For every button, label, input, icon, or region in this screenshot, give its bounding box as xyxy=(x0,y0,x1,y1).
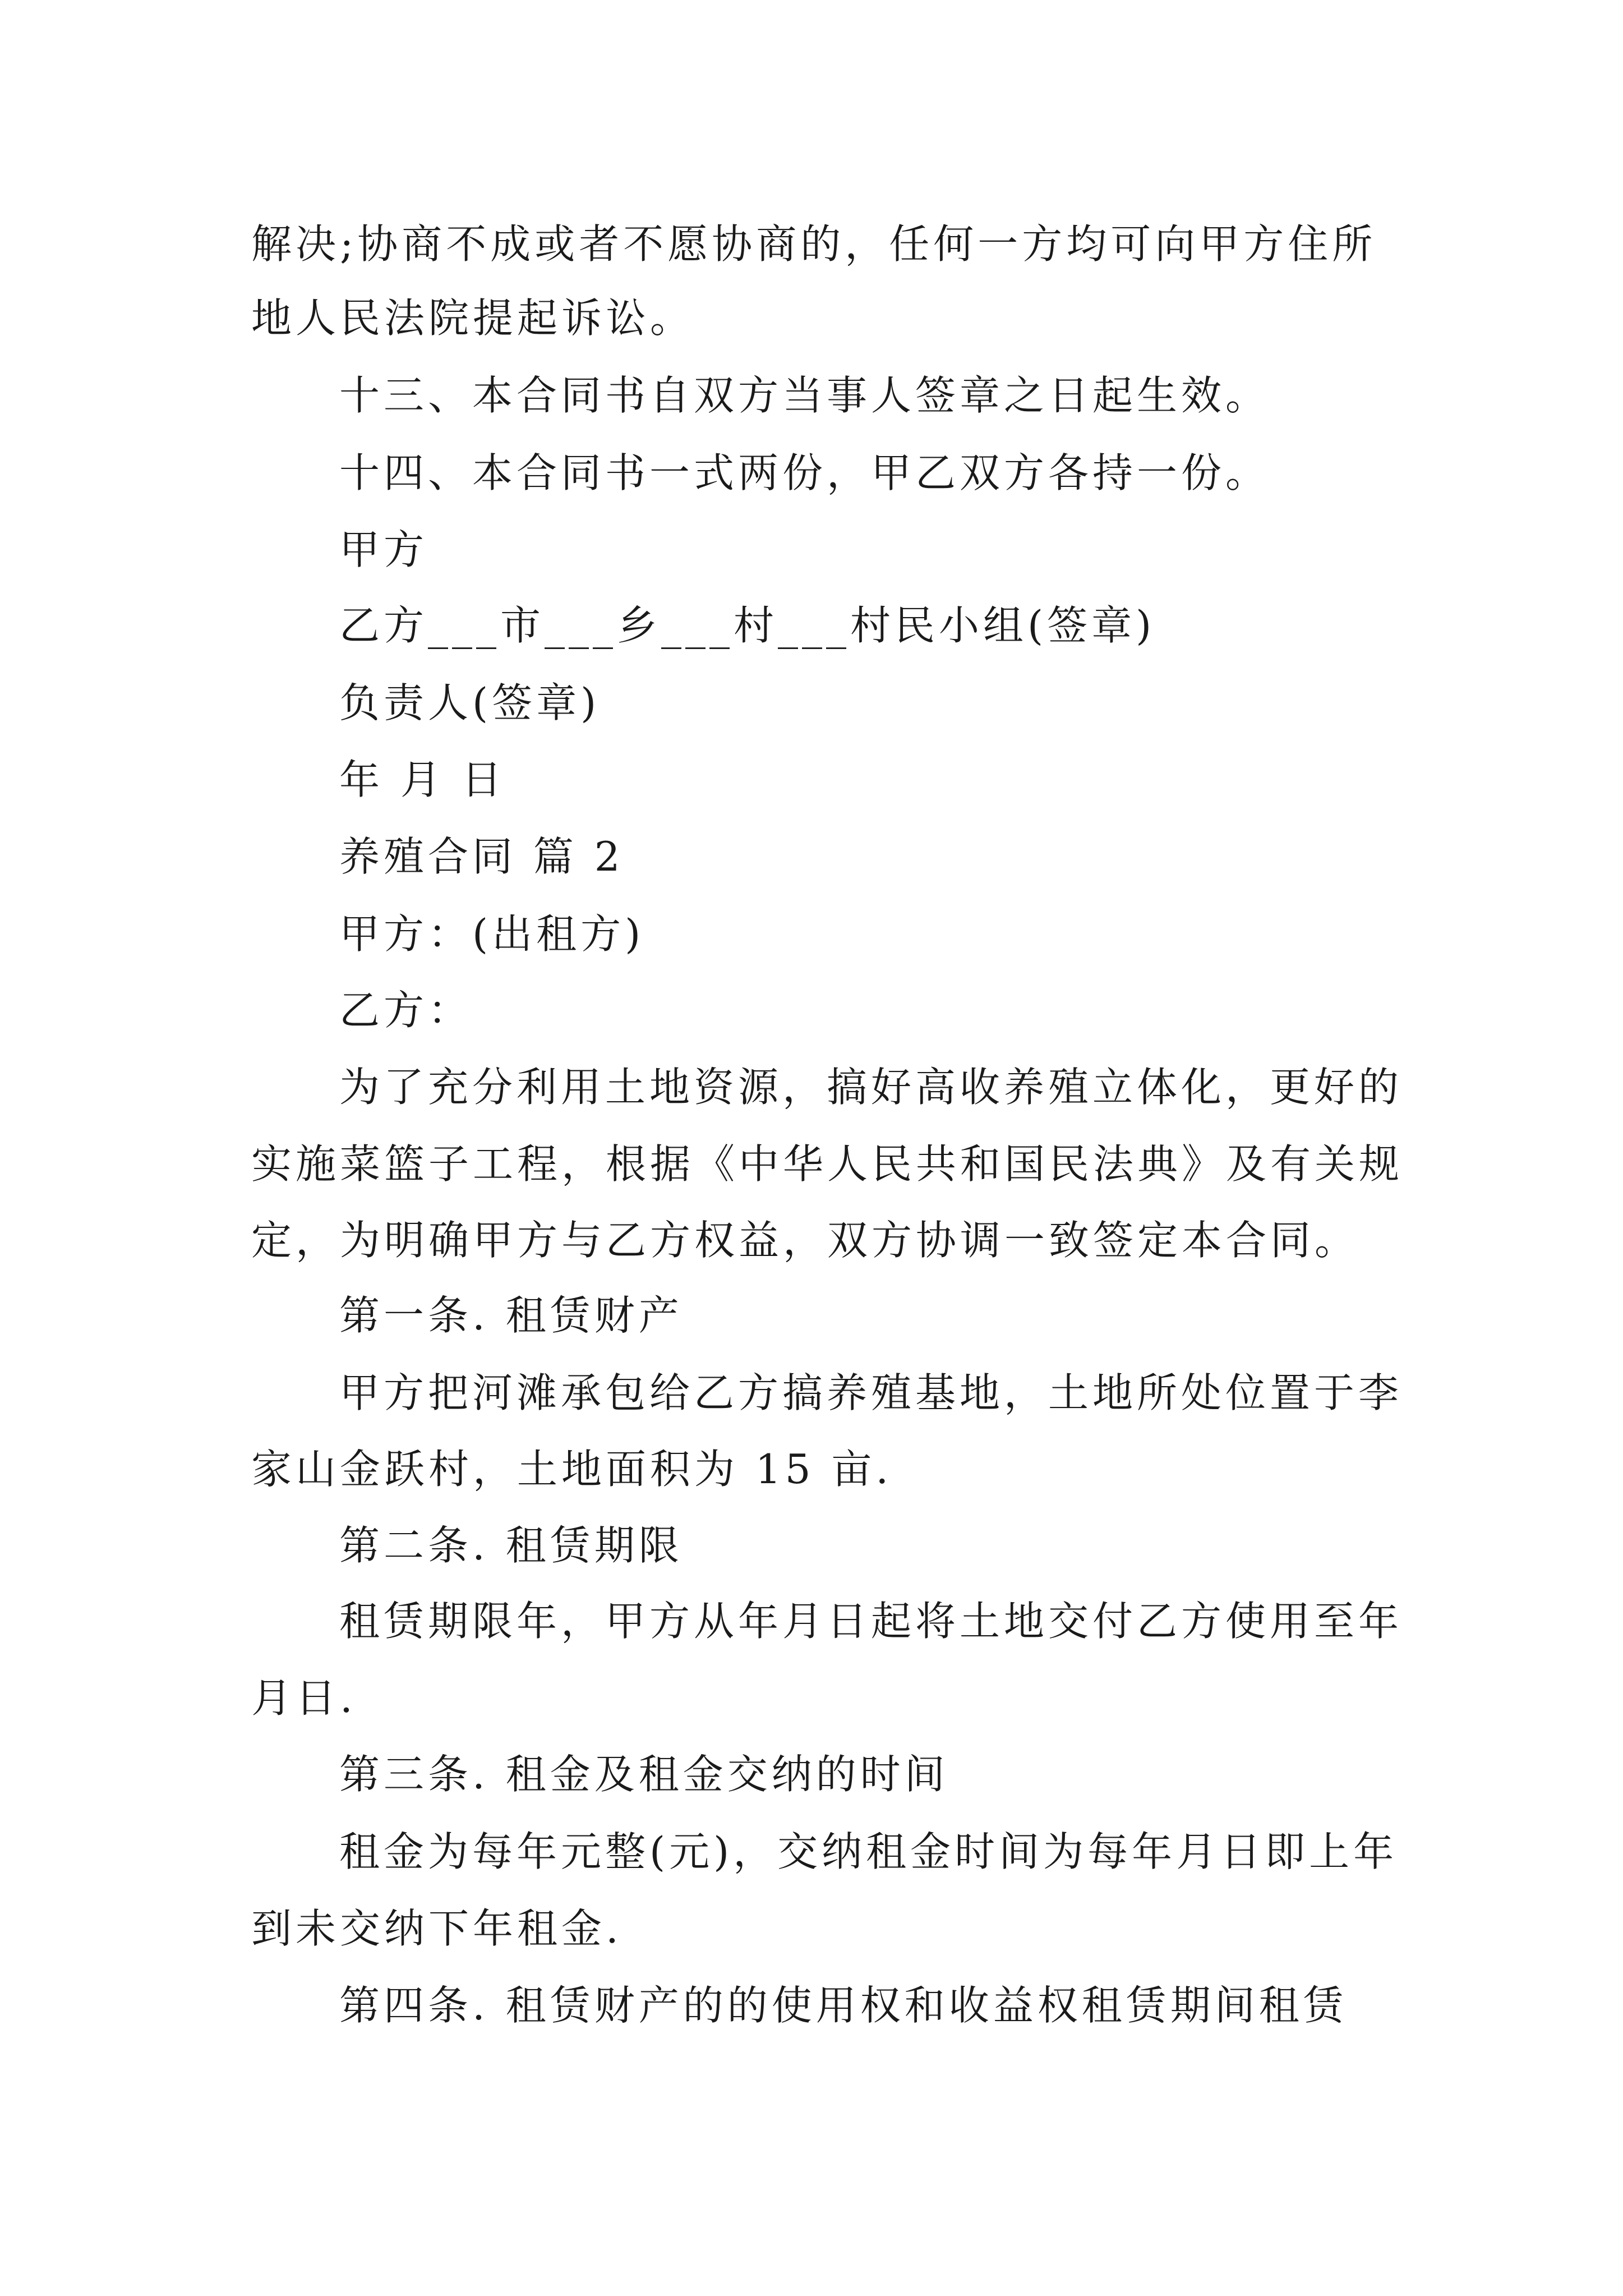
article-2-heading: 第二条. 租赁期限 xyxy=(339,1522,683,1569)
party-a-signature: 甲方 xyxy=(339,526,428,573)
paragraph-line: 租赁期限年，甲方从年月日起将土地交付乙方使用至年 xyxy=(339,1598,1403,1645)
responsible-person-signature: 负责人(签章) xyxy=(339,679,601,726)
paragraph-line: 月日. xyxy=(251,1674,357,1722)
section-heading: 养殖合同 篇 2 xyxy=(339,833,624,880)
party-b-line: 乙方： xyxy=(339,987,473,1034)
paragraph-line: 实施菜篮子工程，根据《中华人民共和国民法典》及有关规 xyxy=(251,1140,1404,1188)
paragraph-line: 定，为明确甲方与乙方权益，双方协调一致签定本合同。 xyxy=(251,1217,1359,1264)
clause-14: 十四、本合同书一式两份，甲乙双方各持一份。 xyxy=(339,449,1270,496)
party-a-line: 甲方：(出租方) xyxy=(339,910,645,958)
clause-13: 十三、本合同书自双方当事人签章之日起生效。 xyxy=(339,372,1270,419)
date-line: 年 月 日 xyxy=(339,756,506,803)
article-4-heading: 第四条. 租赁财产的的使用权和收益权租赁期间租赁 xyxy=(339,1982,1348,2029)
paragraph-line: 解决;协商不成或者不愿协商的，任何一方均可向甲方住所 xyxy=(251,220,1377,268)
party-b-signature: 乙方___市___乡___村___村民小组(签章) xyxy=(339,602,1156,649)
paragraph-line: 家山金跃村，土地面积为 15 亩. xyxy=(251,1446,893,1493)
paragraph-line: 甲方把河滩承包给乙方搞养殖基地，土地所处位置于李 xyxy=(339,1369,1403,1416)
paragraph-line: 为了充分利用土地资源，搞好高收养殖立体化，更好的 xyxy=(339,1064,1403,1111)
paragraph-line: 租金为每年元整(元)，交纳租金时间为每年月日即上年 xyxy=(339,1828,1398,1875)
article-3-heading: 第三条. 租金及租金交纳的时间 xyxy=(339,1751,949,1798)
paragraph-line: 地人民法院提起诉讼。 xyxy=(251,295,695,342)
paragraph-line: 到未交纳下年租金. xyxy=(251,1905,623,1952)
article-1-heading: 第一条. 租赁财产 xyxy=(339,1292,683,1339)
